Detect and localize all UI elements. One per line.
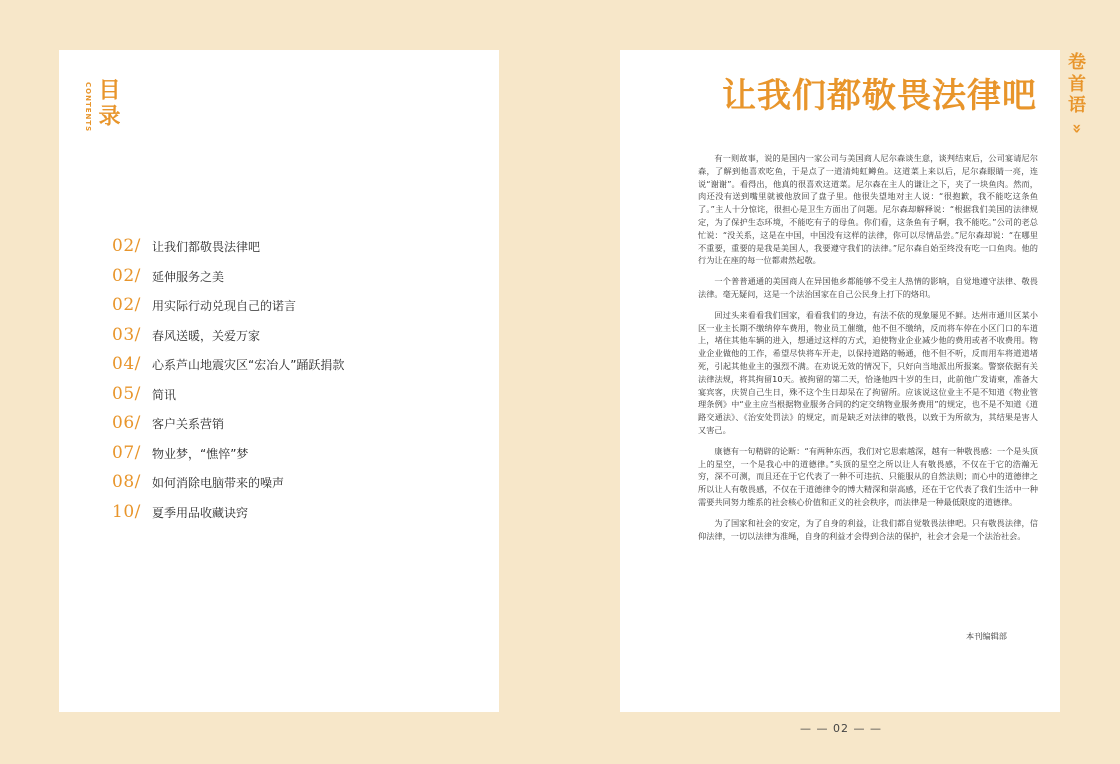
toc-title: 客户关系营销 — [152, 417, 225, 431]
toc-page-number: 03/ — [112, 324, 141, 345]
toc-title: 延伸服务之美 — [152, 269, 225, 284]
toc-page-number: 06/ — [112, 413, 141, 433]
table-of-contents — [112, 236, 472, 531]
toc-page-number: 05/ — [112, 383, 141, 404]
toc-page-number: 08/ — [112, 472, 141, 492]
toc-page-number: 02/ — [112, 236, 141, 256]
section-label-char: 语 — [1068, 95, 1086, 117]
toc-item[interactable] — [112, 236, 472, 266]
toc-page-number: 07/ — [112, 442, 141, 463]
toc-item[interactable] — [112, 354, 472, 384]
section-label-char: 卷 — [1068, 52, 1086, 73]
toc-item[interactable] — [112, 502, 472, 532]
toc-item[interactable] — [112, 443, 472, 473]
toc-title: 夏季用品收藏诀窍 — [152, 505, 249, 520]
toc-item[interactable] — [112, 266, 472, 296]
page-number: — — 02 — — — [800, 722, 882, 735]
toc-title: 如何消除电脑带来的噪声 — [152, 476, 285, 490]
article-title: 让我们都敬畏法律吧 — [722, 76, 1037, 116]
toc-page-number: 02/ — [112, 265, 141, 286]
article-paragraph: 回过头来看看我们国家，看看我们的身边，有法不依的现象屡见不鲜。达州市通川区某小区一业主长期不缴纳停车费用，物业员工催缴，他不但不缴纳，反而将车停在小区门口的车道上，堵住其他车辆的进入，想通过这样的方式，迫使物业企业减少他的费用或者不收费用。物业企业做他的工作，希望尽快将车开走，以保持道路的畅通，他不但不听，反而用车将道道堵死，引起其他业主的强烈不满。在劝说无效的情况下，只好向当地派出所报案。警察依据有关法律法规，将其拘留10天。被拘留的第二天，恰逢他四十岁的生日，此前他广发请柬，准备大宴宾客，庆贺自己生日，殊不这个生日却呆在了拘留所。应该说这位业主不是不知道《物业管理条例》中“业主应当根据物业服务合同的约定交纳物业服务费用”的规定，也不是不知道《道路交通法》、《治安处罚法》的规定，而是缺乏对法律的敬畏，以致于为所欲为，其结果是害人又害己。 — [698, 309, 1038, 435]
article-paragraph: 有一则故事，说的是国内一家公司与美国商人尼尔森谈生意，谈判结束后，公司宴请尼尔森，了解到他喜欢吃鱼，于是点了一道清炖虹鳟鱼。这道菜上来以后，尼尔森眼睛一亮，连说“谢谢”。看得出，他真的很喜欢这道菜。尼尔森在主人的谦让之下，夹了一块鱼肉。然而，肉还没有送到嘴里就被他放回了盘子里。他很失望地对主人说：“很抱歉，我不能吃这条鱼了。”主人十分惊诧，很担心是卫生方面出了问题。尼尔森却解释说：“根据我们美国的法律规定，为了保护生态环境，不能吃有子的母鱼。你们看，这条鱼有子啊，我不能吃。”公司的老总忙说：“没关系，这是在中国，中国没有这样的法律，你可以尽情品尝。”尼尔森却说：“在哪里不重要，重要的是我是美国人，我要遵守我们的法律。”尼尔森自始至终没有吃一口鱼肉。他的行为让在座的每一位都肃然起敬。 — [698, 153, 1038, 266]
article-paragraph: 康德有一句精辟的论断：“有两种东西，我们对它思索越深，越有一种敬畏感：一个是头顶上的星空，一个是我心中的道德律。”头顶的星空之所以让人有敬畏感，不仅在于它的浩瀚无穷，深不可测，而且还在于它代表了一种不可违抗、只能服从的自然法则；而心中的道德律之所以让人有敬畏感，不仅在于道德律令的博大精深和崇高感，还在于它代表了我们生活中一种需要共同努力维系的社会核心价值和正义的社会秩序，而法律是一种最低限度的道德律。 — [698, 445, 1038, 507]
toc-item[interactable] — [112, 295, 472, 325]
toc-page-number: 02/ — [112, 295, 141, 315]
contents-heading-en: CONTENTS — [84, 82, 92, 133]
toc-title: 春风送暖，关爱万家 — [152, 328, 261, 343]
toc-page-number: 04/ — [112, 354, 141, 374]
section-label — [1065, 52, 1089, 138]
toc-title: 让我们都敬畏法律吧 — [152, 240, 261, 254]
article-paragraph: 一个普普通通的美国商人在异国他乡都能够不受主人热情的影响，自觉地遵守法律、敬畏法律。毫无疑问，这是一个法治国家在自己公民身上打下的烙印。 — [698, 276, 1038, 299]
contents-heading-zh: 目录 — [95, 78, 120, 130]
article-body — [698, 152, 1038, 550]
toc-title: 物业梦，“憔悴”梦 — [152, 446, 249, 461]
toc-title: 用实际行动兑现自己的诺言 — [152, 299, 297, 313]
toc-item[interactable] — [112, 384, 472, 414]
toc-title: 心系芦山地震灾区“宏冶人”踊跃捐款 — [152, 358, 345, 372]
section-label-char: 首 — [1068, 73, 1086, 95]
toc-item[interactable] — [112, 472, 472, 502]
article-signature: 本刊编辑部 — [966, 631, 1007, 641]
toc-item[interactable] — [112, 413, 472, 443]
toc-item[interactable] — [112, 325, 472, 355]
toc-page-number: 10/ — [112, 501, 141, 522]
chevron-icon: » — [1067, 123, 1087, 134]
article-paragraph: 为了国家和社会的安定，为了自身的利益，让我们都自觉敬畏法律吧。只有敬畏法律，信仰法律，一切以法律为准绳，自身的利益才会得到合法的保护，社会才会是一个法治社会。 — [698, 517, 1038, 541]
toc-title: 简讯 — [152, 387, 177, 402]
